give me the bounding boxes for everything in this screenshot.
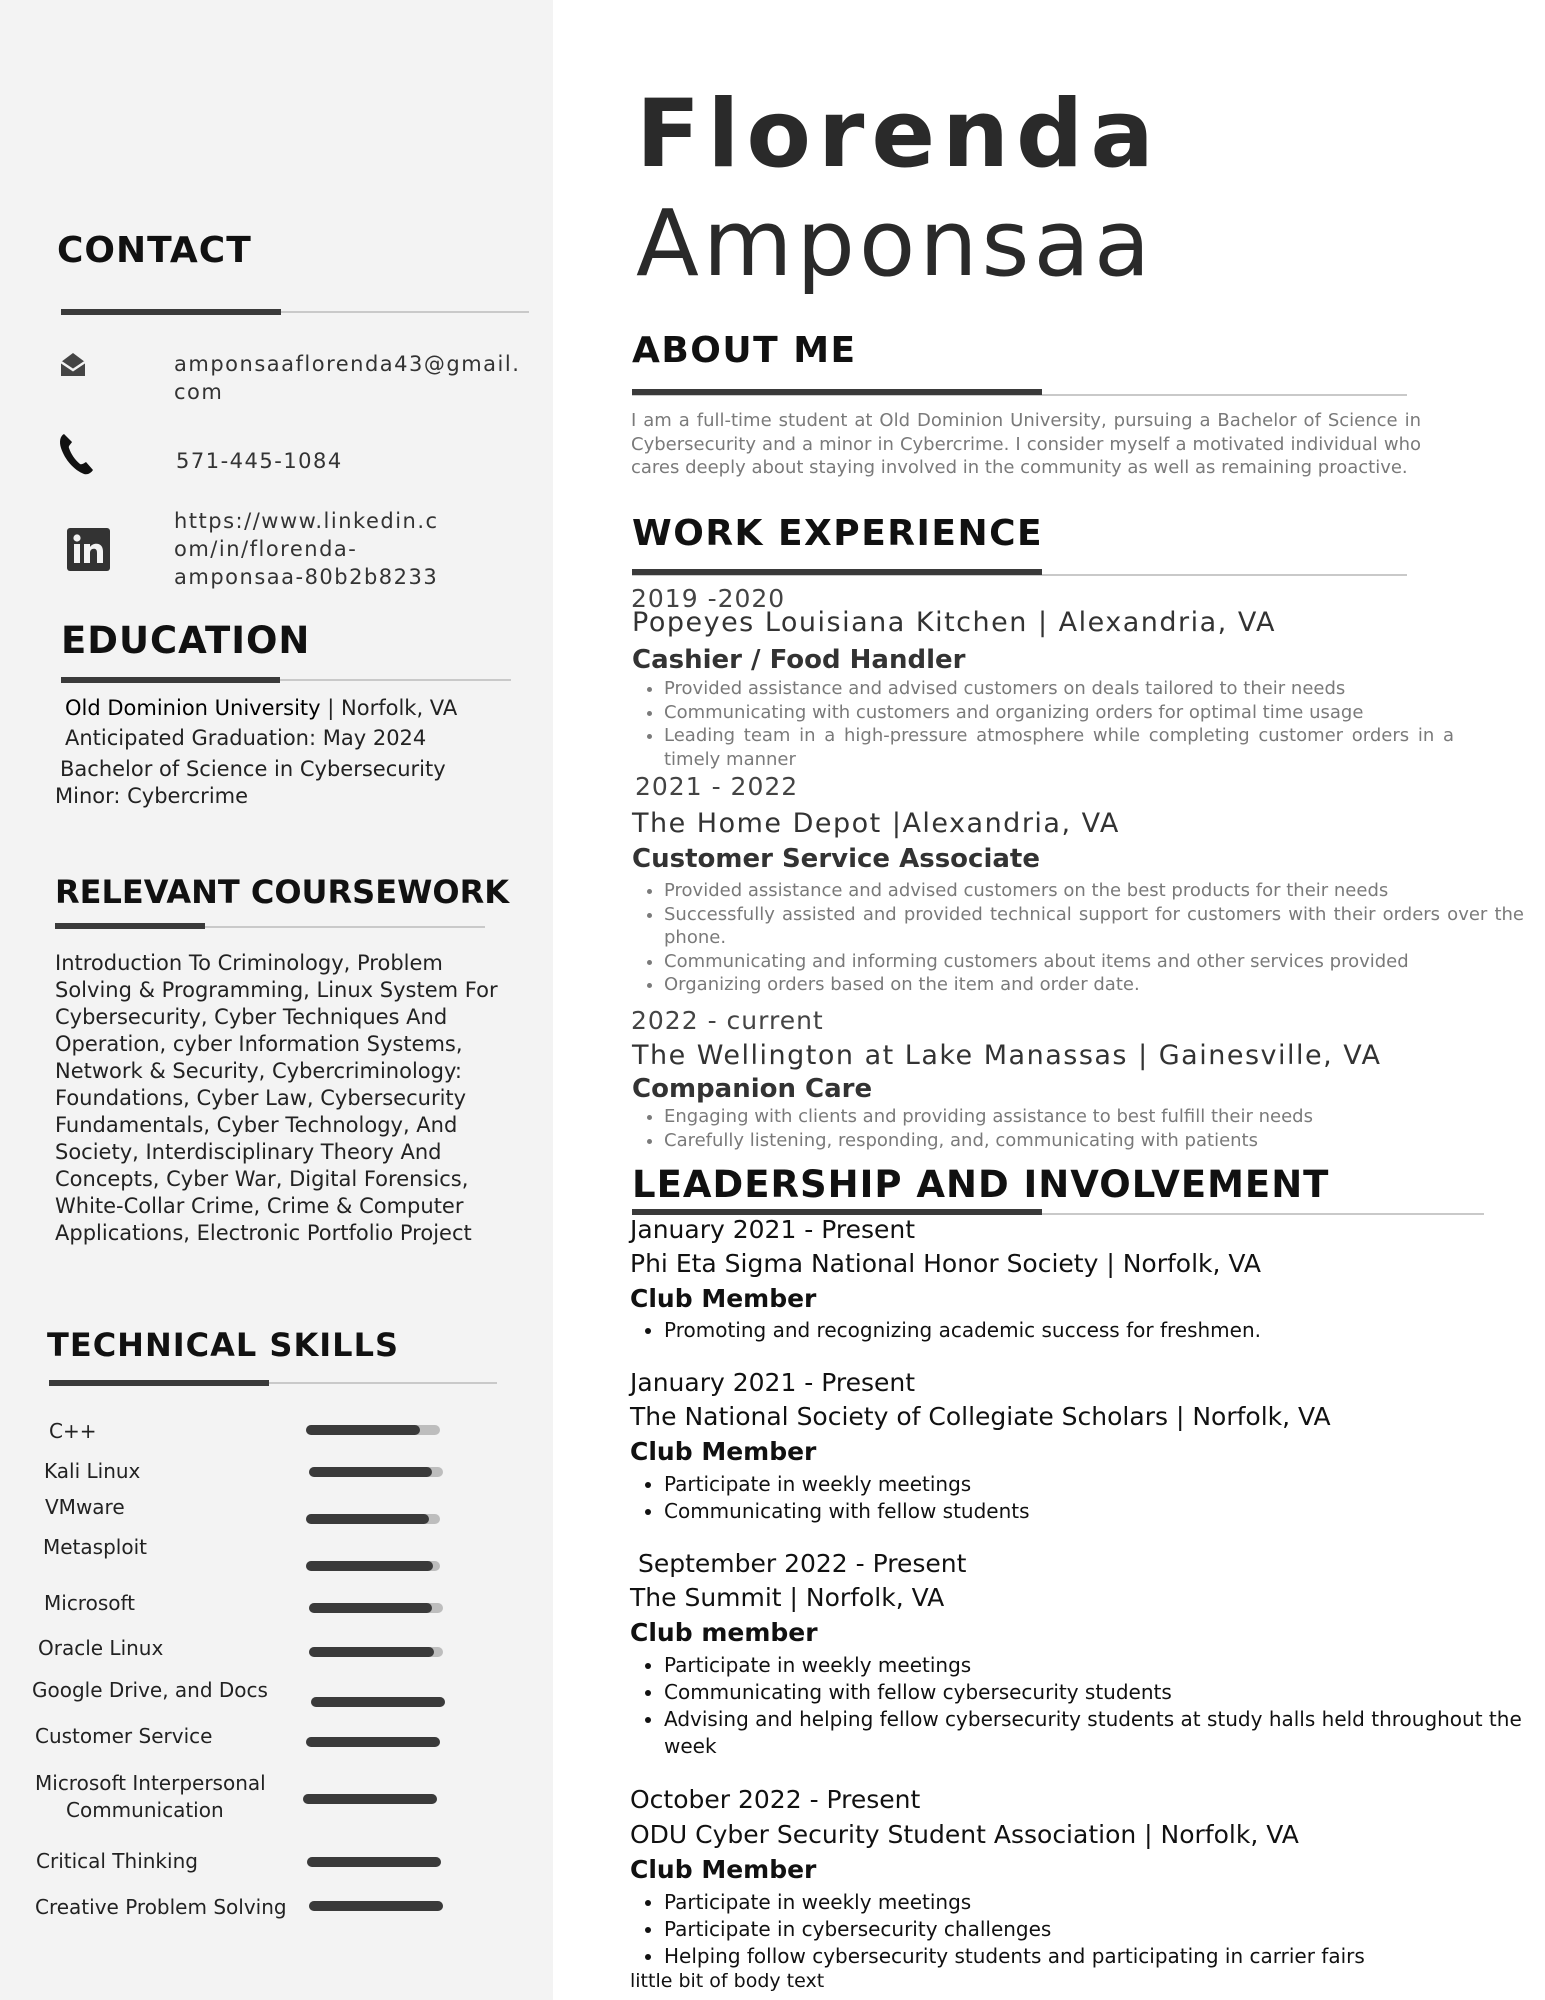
list-item: • Communicating with customers and organizing orders for optimal time usage	[664, 701, 1454, 725]
last-name: Amponsaa	[636, 190, 1155, 297]
leadership-bullets	[630, 1652, 1545, 1760]
linkedin-text	[174, 507, 439, 591]
skill-label-vmware: VMware	[45, 1495, 125, 1519]
skill-label-creative: Creative Problem Solving	[35, 1895, 287, 1919]
list-item: • Helping follow cybersecurity students and participating in carrier fairs	[664, 1943, 1544, 1970]
coursework-line: Cybersecurity, Cyber Techniques And	[55, 1005, 448, 1029]
coursework-line: Operation, cyber Information Systems,	[55, 1032, 463, 1056]
skill-bar-google	[311, 1697, 445, 1707]
skill-bar-cpp	[306, 1425, 440, 1435]
linkedin-line-1: https://www.linkedin.c	[174, 509, 439, 533]
job-date: 2021 - 2022	[635, 772, 799, 801]
list-item: • Leading team in a high-pressure atmosphere while completing customer orders in a timely manner	[664, 724, 1454, 771]
skill-label-interpersonal-2: Communication	[66, 1798, 224, 1822]
coursework-line: Applications, Electronic Portfolio Project	[55, 1221, 472, 1245]
leadership-date: January 2021 - Present	[630, 1368, 916, 1397]
leadership-role: Club member	[630, 1618, 818, 1647]
skill-label-google: Google Drive, and Docs	[32, 1678, 268, 1702]
coursework-line: Network & Security, Cybercriminology:	[55, 1059, 462, 1083]
skill-bar-vmware	[306, 1514, 440, 1524]
envelope-icon	[58, 350, 88, 380]
education-school-line	[65, 695, 457, 722]
first-name: Florenda	[636, 80, 1161, 189]
coursework-heading: RELEVANT COURSEWORK	[55, 873, 510, 911]
footer-body-text: little bit of body text	[630, 1970, 825, 1992]
job-date: 2019 -2020	[631, 584, 786, 613]
education-location: | Norfolk, VA	[320, 696, 458, 720]
skill-label-metasploit: Metasploit	[43, 1535, 147, 1559]
coursework-line: Society, Interdisciplinary Theory And	[55, 1140, 442, 1164]
coursework-line: Foundations, Cyber Law, Cybersecurity	[55, 1086, 467, 1110]
skill-bar-microsoft	[309, 1603, 443, 1613]
skill-label-customer-service: Customer Service	[35, 1724, 213, 1748]
leadership-bullets	[630, 1317, 1544, 1344]
education-graduation: Anticipated Graduation: May 2024	[65, 726, 427, 750]
education-heading: EDUCATION	[61, 619, 311, 662]
about-rule-accent	[632, 389, 1042, 395]
linkedin-icon	[67, 528, 110, 571]
about-heading: ABOUT ME	[632, 330, 857, 371]
skill-bar-creative	[309, 1901, 443, 1911]
leadership-bullets	[630, 1471, 1544, 1525]
leadership-heading: LEADERSHIP AND INVOLVEMENT	[632, 1163, 1330, 1206]
skill-bar-interpersonal	[303, 1794, 437, 1804]
education-rule-accent	[61, 677, 280, 683]
work-rule-accent	[632, 569, 1042, 575]
contact-rule-accent	[61, 309, 281, 315]
skill-bar-fill	[309, 1647, 434, 1657]
leadership-org: ODU Cyber Security Student Association | Norfolk, VA	[630, 1820, 1299, 1849]
contact-heading: CONTACT	[57, 230, 252, 271]
email-line-1: amponsaaflorenda43@gmail.	[174, 352, 521, 376]
skill-bar-kali	[309, 1467, 443, 1477]
leadership-date: January 2021 - Present	[630, 1215, 916, 1244]
leadership-bullets	[630, 1889, 1544, 1970]
work-heading: WORK EXPERIENCE	[632, 513, 1044, 554]
education-school: Old Dominion University	[65, 696, 321, 720]
skill-bar-oracle	[309, 1647, 443, 1657]
list-item: • Advising and helping fellow cybersecurity students at study halls held throughout the week	[664, 1706, 1545, 1760]
email-line-2: com	[174, 380, 224, 404]
education-degree: Bachelor of Science in Cybersecurity	[60, 757, 446, 781]
leadership-role: Club Member	[630, 1284, 817, 1313]
skills-heading: TECHNICAL SKILLS	[47, 1326, 399, 1364]
job-company: Popeyes Louisiana Kitchen | Alexandria, VA	[632, 607, 1277, 638]
job-company: The Home Depot |Alexandria, VA	[632, 808, 1120, 839]
list-item: • Participate in weekly meetings	[664, 1471, 1544, 1498]
skill-bar-fill	[307, 1857, 441, 1867]
list-item: • Engaging with clients and providing assistance to best fulfill their needs	[664, 1105, 1524, 1129]
job-bullets	[632, 677, 1454, 771]
skill-label-microsoft: Microsoft	[44, 1591, 136, 1615]
skill-bar-metasploit	[306, 1561, 440, 1571]
list-item: • Organizing orders based on the item and order date.	[664, 973, 1524, 997]
coursework-list	[55, 950, 550, 1247]
job-company: The Wellington at Lake Manassas | Gainesville, VA	[632, 1040, 1382, 1071]
list-item: • Participate in cybersecurity challenges	[664, 1916, 1544, 1943]
list-item: • Participate in weekly meetings	[664, 1889, 1544, 1916]
list-item: • Communicating with fellow cybersecurity students	[664, 1679, 1545, 1706]
job-date: 2022 - current	[631, 1006, 824, 1035]
skill-label-cpp: C++	[49, 1419, 97, 1443]
leadership-date: September 2022 - Present	[630, 1549, 967, 1578]
about-text: I am a full-time student at Old Dominion University, pursuing a Bachelor of Science in Cybersecurity and a minor in Cybercrime. I consider myself a motivated individual who cares deeply about staying involved in the community as well as remaining proactive.	[631, 410, 1421, 478]
list-item: • Carefully listening, responding, and, communicating with patients	[664, 1129, 1524, 1153]
phone-icon	[58, 432, 94, 476]
coursework-rule-accent	[55, 923, 205, 929]
leadership-date: October 2022 - Present	[630, 1785, 921, 1814]
list-item: • Communicating and informing customers about items and other services provided	[664, 950, 1524, 974]
education-minor: Minor: Cybercrime	[55, 784, 249, 808]
coursework-line: Introduction To Criminology, Problem	[55, 951, 443, 975]
leadership-org: The Summit | Norfolk, VA	[630, 1583, 945, 1612]
email-text	[174, 350, 520, 406]
leadership-role: Club Member	[630, 1437, 817, 1466]
list-item: • Provided assistance and advised customers on deals tailored to their needs	[664, 677, 1454, 701]
job-role: Cashier / Food Handler	[632, 645, 966, 675]
skill-bar-fill	[309, 1603, 432, 1613]
coursework-line: Solving & Programming, Linux System For	[55, 978, 498, 1002]
skill-bar-fill	[306, 1737, 440, 1747]
list-item: • Communicating with fellow students	[664, 1498, 1544, 1525]
skill-bar-fill	[306, 1514, 429, 1524]
linkedin-line-3: amponsaa-80b2b8233	[174, 565, 439, 589]
coursework-line: Fundamentals, Cyber Technology, And	[55, 1113, 458, 1137]
skill-bar-customer-service	[306, 1737, 440, 1747]
skill-bar-fill	[309, 1901, 443, 1911]
list-item: • Successfully assisted and provided technical support for customers with their orders over the phone.	[664, 903, 1524, 950]
job-bullets	[632, 1105, 1524, 1152]
skill-bar-fill	[309, 1467, 432, 1477]
skill-bar-fill	[303, 1794, 437, 1804]
phone-text: 571-445-1084	[176, 449, 343, 473]
skill-bar-critical-thinking	[307, 1857, 441, 1867]
skill-label-critical-thinking: Critical Thinking	[36, 1849, 198, 1873]
job-bullets	[632, 879, 1524, 997]
skill-bar-fill	[311, 1697, 445, 1707]
skill-label-kali: Kali Linux	[44, 1459, 141, 1483]
skill-label-oracle: Oracle Linux	[38, 1636, 164, 1660]
leadership-org: The National Society of Collegiate Scholars | Norfolk, VA	[630, 1402, 1331, 1431]
leadership-role: Club Member	[630, 1855, 817, 1884]
skill-bar-fill	[306, 1425, 420, 1435]
leadership-org: Phi Eta Sigma National Honor Society | Norfolk, VA	[630, 1249, 1262, 1278]
list-item: • Promoting and recognizing academic success for freshmen.	[664, 1317, 1544, 1344]
coursework-line: White-Collar Crime, Crime & Computer	[55, 1194, 464, 1218]
job-role: Companion Care	[632, 1074, 873, 1104]
linkedin-line-2: om/in/florenda-	[174, 537, 358, 561]
coursework-line: Concepts, Cyber War, Digital Forensics,	[55, 1167, 469, 1191]
skill-bar-fill	[306, 1561, 433, 1571]
skills-rule-accent	[49, 1380, 269, 1386]
skill-label-interpersonal: Microsoft Interpersonal	[35, 1771, 266, 1795]
list-item: • Participate in weekly meetings	[664, 1652, 1545, 1679]
job-role: Customer Service Associate	[632, 844, 1040, 874]
list-item: • Provided assistance and advised customers on the best products for their needs	[664, 879, 1524, 903]
